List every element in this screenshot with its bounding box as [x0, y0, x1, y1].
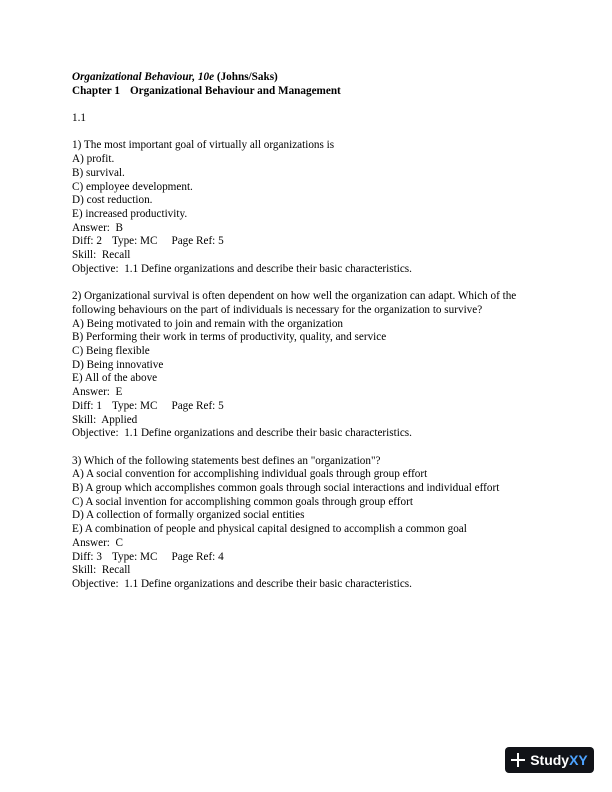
- answer-option: E) A combination of people and physical capital designed to accomplish a common goal: [72, 523, 467, 536]
- studyxy-badge[interactable]: [505, 747, 594, 773]
- question-block: [72, 139, 542, 276]
- chapter-title: Organizational Behaviour and Management: [129, 84, 341, 97]
- answer-key: Answer: E: [72, 386, 123, 399]
- question-type: Type: MC: [111, 399, 158, 412]
- difficulty: Diff: 3: [72, 550, 102, 563]
- question-text: 2) Organizational survival is often dependent on how well the organization can adapt. Which of the following behaviours on the part of individuals is necessary for the organization to survive?: [72, 290, 517, 316]
- skill: Skill: Recall: [72, 249, 131, 262]
- book-header: [72, 71, 542, 85]
- brand-name: StudyXY: [530, 752, 588, 768]
- difficulty: Diff: 1: [72, 399, 102, 412]
- answer-option: B) survival.: [72, 166, 125, 179]
- skill: Skill: Recall: [72, 564, 131, 577]
- question-block: [72, 290, 542, 441]
- answer-option: B) A group which accomplishes common goals through social interactions and individual effort: [72, 482, 500, 495]
- document-body: [72, 71, 542, 592]
- page-ref: Page Ref: 4: [171, 550, 224, 563]
- question-type: Type: MC: [111, 235, 158, 248]
- chapter-heading: [72, 85, 542, 99]
- difficulty: Diff: 2: [72, 235, 102, 248]
- objective: Objective: 1.1 Define organizations and describe their basic characteristics.: [72, 577, 412, 590]
- objective: Objective: 1.1 Define organizations and describe their basic characteristics.: [72, 427, 412, 440]
- question-block: [72, 455, 542, 592]
- page-ref: Page Ref: 5: [171, 399, 224, 412]
- objective: Objective: 1.1 Define organizations and describe their basic characteristics.: [72, 262, 412, 275]
- answer-key: Answer: B: [72, 221, 123, 234]
- answer-option: B) Performing their work in terms of productivity, quality, and service: [72, 331, 387, 344]
- question-text: 1) The most important goal of virtually all organizations is: [72, 139, 335, 152]
- question-text: 3) Which of the following statements best defines an "organization"?: [72, 454, 381, 467]
- answer-option: A) Being motivated to join and remain with the organization: [72, 317, 344, 330]
- answer-key: Answer: C: [72, 536, 123, 549]
- question-meta: [72, 235, 542, 249]
- question-meta: [72, 400, 542, 414]
- answer-option: C) Being flexible: [72, 345, 150, 358]
- answer-option: A) A social convention for accomplishing individual goals through group effort: [72, 468, 428, 481]
- plus-icon: [511, 753, 525, 767]
- question-meta: [72, 551, 542, 565]
- book-authors: (Johns/Saks): [216, 71, 278, 83]
- answer-option: D) cost reduction.: [72, 194, 153, 207]
- answer-option: C) A social invention for accomplishing common goals through group effort: [72, 495, 413, 508]
- answer-option: A) profit.: [72, 153, 115, 166]
- chapter-label: Chapter 1: [72, 84, 120, 97]
- answer-option: E) increased productivity.: [72, 208, 188, 220]
- book-title: Organizational Behaviour, 10e: [72, 71, 215, 83]
- answer-option: D) Being innovative: [72, 358, 164, 371]
- page-ref: Page Ref: 5: [171, 235, 224, 248]
- skill: Skill: Applied: [72, 413, 138, 426]
- answer-option: E) All of the above: [72, 372, 158, 385]
- answer-option: C) employee development.: [72, 180, 193, 193]
- answer-option: D) A collection of formally organized social entities: [72, 509, 305, 522]
- question-type: Type: MC: [111, 550, 158, 563]
- section-number: 1.1: [72, 112, 86, 125]
